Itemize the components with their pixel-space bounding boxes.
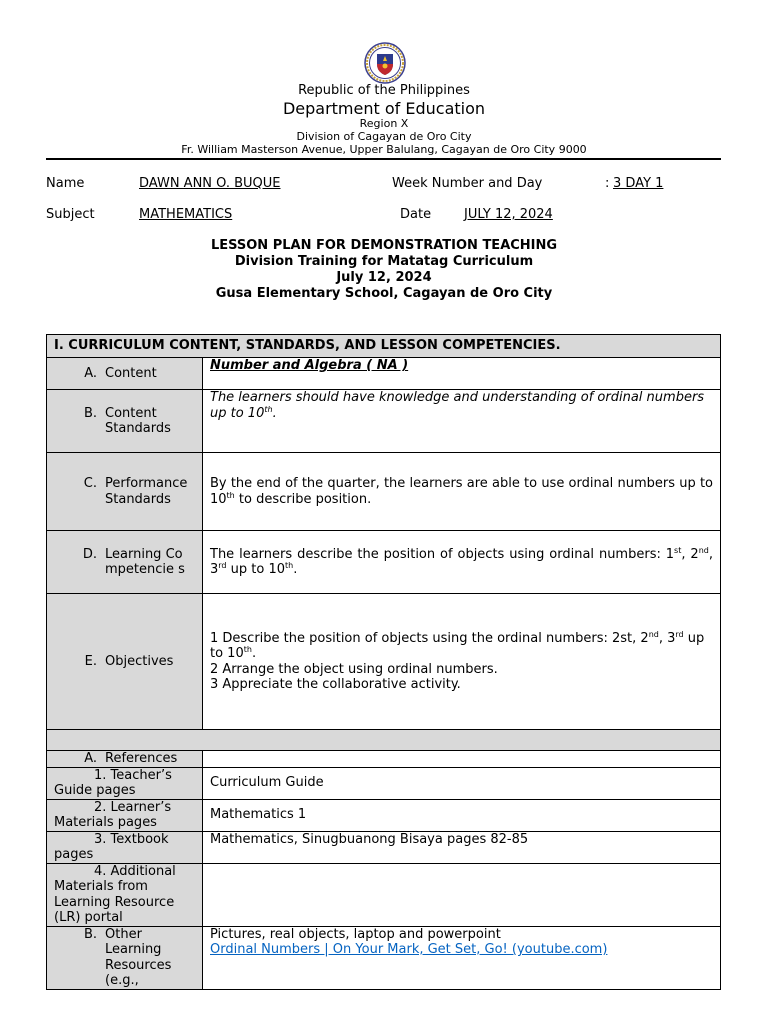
header-divider — [46, 158, 721, 160]
header-republic: Republic of the Philippines — [298, 83, 470, 98]
subject-value: MATHEMATICS — [139, 207, 233, 222]
objective-2: 2 Arrange the object using ordinal numbers. — [210, 661, 498, 677]
week-value: 3 DAY 1 — [613, 176, 664, 191]
subject-label: Subject — [46, 207, 95, 222]
learning-competencies-text: The learners describe the position of objects using ordinal numbers: 1 — [210, 546, 675, 562]
title-line-2: Division Training for Matatag Curriculum — [234, 254, 534, 269]
row-learners-materials — [47, 799, 721, 831]
row-label-content: Content — [105, 365, 157, 381]
row-teachers-guide — [47, 767, 721, 799]
row-additional-materials — [47, 863, 721, 926]
date-label: Date — [400, 207, 432, 222]
lesson-plan-table — [46, 334, 721, 990]
week-label: Week Number and Day — [392, 176, 543, 191]
row-label-other-resources: Other Learning Resources (e.g., — [105, 926, 172, 988]
objective-1: 1 Describe the position of objects using the ordinal numbers: 2st, 2nd, 3rd up to 10th. — [210, 629, 705, 661]
header-address: Fr. William Masterson Avenue, Upper Balulang, Cagayan de Oro City 9000 — [181, 143, 587, 156]
label-textbook: 3. Textbook pages — [54, 831, 169, 862]
value-textbook: Mathematics, Sinugbuanong Bisaya pages 82-85 — [203, 831, 721, 863]
row-letter: B. — [83, 926, 97, 942]
row-content — [47, 358, 721, 390]
row-other-resources — [47, 926, 721, 989]
content-value: Number and Algebra ( NA ) — [210, 358, 409, 373]
deped-seal-logo — [364, 42, 406, 84]
header-division: Division of Cagayan de Oro City — [296, 130, 472, 143]
header-department: Department of Education — [282, 99, 486, 118]
row-label-learning-competencies: Learning Competencie s — [105, 546, 185, 577]
row-references — [47, 751, 721, 768]
section-2-blank-row — [47, 730, 721, 751]
youtube-link[interactable]: Ordinal Numbers | On Your Mark, Get Set, Go! (youtube.com) — [210, 942, 608, 957]
row-label-objectives: Objectives — [105, 653, 174, 669]
row-letter: A. — [84, 751, 97, 766]
row-letter: E. — [84, 653, 97, 669]
title-line-4: Gusa Elementary School, Cagayan de Oro City — [215, 286, 553, 301]
name-label: Name — [46, 176, 85, 191]
section-header-row — [47, 335, 721, 358]
label-teachers-guide: 1. Teacher’s Guide pages — [54, 767, 172, 798]
row-content-standards: B. Content Standards The learners should have knowledge and understanding of ordinal numbers up to 10th. — [47, 390, 721, 453]
value-teachers-guide: Curriculum Guide — [203, 767, 721, 799]
row-textbook — [47, 831, 721, 863]
row-learning-competencies: D. Learning Competencie s The learners describe the position of objects using ordinal numbers: 1st, 2nd, 3rd up to 10th. — [47, 531, 721, 594]
row-objectives — [47, 594, 721, 730]
date-value: JULY 12, 2024 — [464, 207, 553, 222]
row-performance-standards: C. Performance Standards By the end of the quarter, the learners are able to use ordinal numbers up to 10th to describe position. — [47, 453, 721, 531]
content-standards-text: The learners should have knowledge and understanding of ordinal numbers up to 10 — [210, 390, 705, 421]
title-line-1: LESSON PLAN FOR DEMONSTRATION TEACHING — [210, 238, 558, 253]
row-letter: D. — [82, 546, 97, 562]
value-additional-materials — [203, 863, 721, 926]
title-line-3: July 12, 2024 — [336, 270, 432, 285]
row-label-references: References — [105, 751, 178, 766]
week-colon: : — [605, 176, 610, 191]
row-letter: A. — [84, 365, 97, 381]
section-1-title: I. CURRICULUM CONTENT, STANDARDS, AND LESSON COMPETENCIES. — [47, 335, 721, 358]
row-label-performance-standards: Performance Standards — [105, 476, 188, 507]
row-letter: B. — [83, 405, 97, 421]
label-learners-materials: 2. Learner’s Materials pages — [54, 799, 172, 830]
name-value: DAWN ANN O. BUQUE — [139, 176, 281, 191]
value-learners-materials: Mathematics 1 — [203, 799, 721, 831]
header-region: Region X — [359, 117, 409, 130]
row-label-content-standards: Content Standards — [105, 405, 171, 436]
label-additional-materials: 4. Additional Materials from Learning Resource (LR) portal — [54, 863, 176, 925]
row-letter: C. — [83, 476, 97, 491]
objective-3: 3 Appreciate the collaborative activity. — [210, 677, 461, 692]
other-resources-text: Pictures, real objects, laptop and powerpoint — [210, 926, 501, 942]
performance-standards-text: By the end of the quarter, the learners are able to use ordinal numbers up to 10 — [210, 476, 713, 507]
